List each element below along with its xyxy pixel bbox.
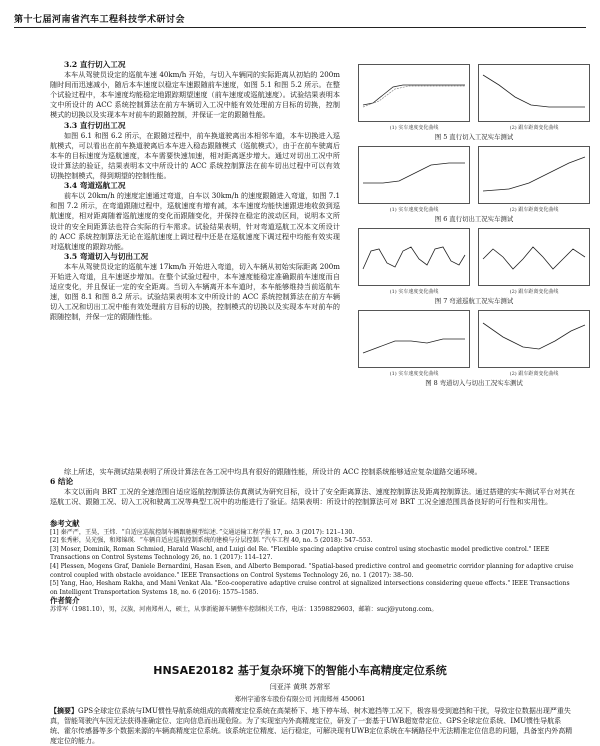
figure-5 — [358, 60, 590, 142]
distance-curve-plot — [479, 311, 589, 367]
figure-7 — [358, 224, 590, 306]
subcaption: (2) 跟车距离变化曲线 — [509, 125, 559, 131]
subcaption: (1) 实车速度变化曲线 — [389, 371, 439, 377]
next-paper-abstract — [50, 706, 575, 746]
distance-curve-plot — [479, 65, 589, 121]
section-body: 如图 6.1 和图 6.2 所示，在跟随过程中，前车换道驶离出本相邻车道，本车切换进入巡航模式，可以看出在前车换道驶离后本车进入稳态跟随模式（巡航模式），由于在前车驶离后本车的目标速度为巡航速度，本车需要快速加速，相对距离逐步增大。通过对切出工况中所设计算法的验证，结果表明本文中所设计的 ACC 系统控制算法在前车切出过程中可以有效切换控制模式，得到期望的控制性能。 — [50, 130, 340, 181]
conclusion-paragraph: 本文以面向 BRT 工况的全速范围自适应巡航控制算法仿真测试为研究目标，设计了安全距离算法、速度控制算法及距离控制算法。通过搭建的实车测试平台对其在巡航工况、跟随工况、切入工况和驶离工况等典型工况中的功能进行了验证。结果表明：所设计的控制算法可对 BRT 工况全速范围具备良好的可行性和实用性。 — [50, 487, 575, 507]
section-heading: 3.3 直行切出工况 — [64, 120, 126, 130]
section-heading: 3.2 直行切入工况 — [64, 60, 126, 69]
figure-caption: 图 8 弯道切入与切出工况实车测试 — [425, 379, 523, 387]
abstract-label: 【摘要】 — [50, 706, 78, 715]
subcaption: (2) 跟车距离变化曲线 — [509, 371, 559, 377]
section-heading: 6 结论 — [50, 477, 74, 487]
section-3-2 — [50, 60, 340, 121]
running-header: 第十七届河南省汽车工程科技学术研讨会 — [14, 15, 186, 25]
figure-6-distance-panel — [478, 146, 590, 204]
speed-curve-plot — [359, 229, 469, 285]
figure-5-speed-panel — [358, 64, 470, 122]
figure-7-speed-panel — [358, 228, 470, 286]
section-heading: 3.4 弯道巡航工况 — [64, 181, 126, 191]
figure-caption: 图 7 弯道巡航工况实车测试 — [434, 297, 514, 305]
section-body: 本车从驾驶员设定的巡航车速 40km/h 开始，与切入车辆同的实际距离从初始的 200m 随时间而迅速减小，随后本车速度以稳定车速跟随前车速度，如图 5.1 和图 5.2 所示。在整个试验过程中，本车速度均能稳定地跟踪期望速度（前车速度或巡航速度）。试验结果表明本文中所设计的 ACC 系统控制算法在前方车辆切入工况中能有效处理前方目标的切换，控制模式的切换以及实现本车对前车的跟随控制，并保证一定的跟随性能。 — [50, 70, 340, 120]
references-heading: 参考文献 — [50, 519, 80, 528]
references — [50, 520, 575, 615]
section-heading: 3.5 弯道切入与切出工况 — [64, 251, 149, 261]
figure-8 — [358, 306, 590, 388]
subcaption: (2) 跟车距离变化曲线 — [509, 289, 559, 295]
subcaption: (2) 跟车距离变化曲线 — [509, 207, 559, 213]
next-paper-title: HNSAE20182 基于复杂环境下的智能小车高精度定位系统 — [153, 664, 447, 677]
speed-curve-plot — [359, 311, 469, 367]
figure-caption: 图 5 直行切入工况实车测试 — [434, 133, 514, 141]
conclusion-block — [50, 467, 575, 507]
speed-curve-plot — [359, 147, 469, 203]
section-body: 本车从驾驶员设定的巡航车速 17km/h 开始进入弯道，切入车辆从初始实际距离 200m 开始进入弯道，且车速逐步增加。在整个试验过程中，本车速度能稳定准确跟前车速度而自适应变化，并且保证一定的安全距离。当切入车辆离开本车道时，本车能够维持当前巡航车速，如图 8.1 和图 8.2 所示。试验结果表明本文中所设计的 ACC 系统控制算法在前方车辆切入工况和切出工况中能有效处理前方目标的切换，控制模式的切换以及实现本车对前车的跟随控制，并保一定的跟随性能。 — [50, 261, 340, 322]
figure-7-distance-panel — [478, 228, 590, 286]
author-bio: 苏常军（1981.10），男，汉族，河南郑州人，硕士，从事新能源车辆整车控制相关工作，电话：13598829603，邮箱：sucj@yutong.com。 — [50, 605, 438, 613]
subcaption: (1) 实车速度变化曲线 — [389, 289, 439, 295]
reference-item: [4] Plessen, Mogens Graf, Daniele Bernardini, Hasan Esen, and Alberto Bemporad. "Spatial-based predictive control and geometric corridor planning for adaptive cruise control coupled with obstacle avoidance." IEEE Transactions on Control Systems Technology 26, no. 1 (2017): 38–50. — [50, 562, 574, 579]
next-paper-affiliation: 郑州宇通客车股份有限公司 河南郑州 450061 — [234, 695, 366, 703]
section-body: 前车以 20km/h 的速度定速通过弯道，自车以 30km/h 的速度跟随进入弯道，如图 7.1 和图 7.2 所示，在弯道跟随过程中，巡航速度有增有减，本车速度均能快速跟进地收敛到巡航速度，相对距离随着巡航速度的变化而跟随变化，并保持在稳定的波动区间，说明本文所设计的安全间距算法也符合实际的行车需求。试验结果表明，针对弯道巡航工况本文所设计的 ACC 系统控制算法无论在巡航速度上调过程中还是在巡航速度下调过程中均能有效实现对巡航速度的跟踪功能。 — [50, 191, 340, 251]
distance-curve-plot — [479, 147, 589, 203]
distance-curve-plot — [479, 229, 589, 285]
figure-6 — [358, 142, 590, 224]
section-3-4 — [50, 181, 340, 252]
summary-paragraph: 综上所述，实车测试结果表明了所设计算法在各工况中均具有很好的跟随性能，所设计的 ACC 控制系统能够适应复杂道路交通环境。 — [64, 467, 482, 476]
section-3-5 — [50, 252, 340, 323]
header-rule — [14, 27, 586, 28]
figure-8-speed-panel — [358, 310, 470, 368]
reference-item: [1] 秦严严，王昊，王炜．“自适应巡航控制车辆跟驰模型综述．”交通运输工程学报 17, no. 3 (2017): 121–130. — [50, 528, 355, 536]
subcaption: (1) 实车速度变化曲线 — [389, 125, 439, 131]
reference-item: [2] 张秀彬，吴光强，和郑锦瑛．“车辆自适应巡航控制系统的建模与分层控制．”汽车工程 40, no. 5 (2018): 547–553. — [50, 537, 373, 545]
reference-item: [3] Moser, Dominik, Roman Schmied, Harald Waschl, and Luigi del Re. "Flexible spacing adaptive cruise control using stochastic model predictive control." IEEE Transactions on Control Systems Technology 26, no. 1 (2017): 114–127. — [50, 545, 550, 562]
figure-caption: 图 6 直行切出工况实车测试 — [434, 215, 514, 223]
reference-item: [5] Yang, Hao, Hesham Rakha, and Mani Venkat Ala. "Eco-cooperative adaptive cruise control at signalized intersections considering queue effects." IEEE Transactions on Intelligent Transportation Systems 18, no. 6 (2016): 1575–1585. — [50, 580, 570, 596]
figure-column — [358, 60, 590, 388]
figure-5-distance-panel — [478, 64, 590, 122]
speed-curve-plot — [359, 65, 469, 121]
section-3-3 — [50, 121, 340, 182]
figure-6-speed-panel — [358, 146, 470, 204]
author-heading: 作者简介 — [50, 596, 80, 606]
abstract-text: GPS全球定位系统与IMU惯性导航系统组成的高精度定位系统在高架桥下、地下停车场、树木遮挡等工况下，极容易受到遮挡和干扰，导致定位数据出现严重失真，智能驾驶汽车因无法获得准确定位、定向信息而出现危险。为了实现室内外高精度定位，研发了一套基于UWB超宽带定位、GPS全球定位系统、IMU惯性导航系统、霍尔传感器等多个数据来源的车辆高精度定位系统。该系统定位精度、运行稳定，可解决现有UWB定位系统在车辆路径中无法精准定位信息的问题，具备室内外高精度定位的能力。 — [50, 707, 573, 745]
subcaption: (1) 实车速度变化曲线 — [389, 207, 439, 213]
next-paper-authors: 闫亚洋 黄琪 苏常军 — [269, 683, 331, 691]
left-column — [50, 60, 340, 322]
figure-8-distance-panel — [478, 310, 590, 368]
